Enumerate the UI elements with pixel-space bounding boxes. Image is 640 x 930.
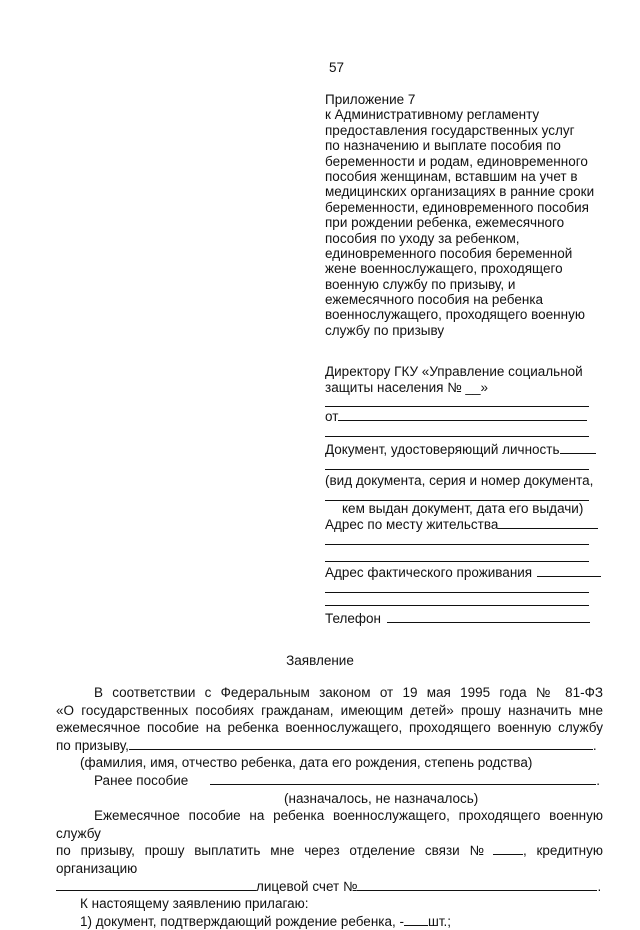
actual-address-field <box>325 564 601 580</box>
child-info-label: по призыву, <box>56 737 129 753</box>
phone-label: Телефон <box>325 611 382 626</box>
phone-input-line[interactable] <box>387 610 590 623</box>
appendix-line: жене военнослужащего, проходящего <box>325 261 563 277</box>
appendix-line: единовременного пособия беременной <box>325 245 573 261</box>
residence-input-line[interactable] <box>498 516 598 529</box>
addressee-block <box>325 364 589 396</box>
appendix-line: беременности, единовременного пособия <box>325 199 589 215</box>
appendix-line: военнослужащего, проходящего военную <box>325 307 585 323</box>
post-office-input-line[interactable] <box>493 842 523 855</box>
attachment-item-unit: шт.; <box>427 913 452 929</box>
application-body <box>56 684 603 930</box>
appendix-line: к Административному регламенту <box>325 107 540 123</box>
residence-field <box>325 516 598 532</box>
paragraph-line: ежемесячное пособие на ребенка военнослужащего, проходящего военную службу <box>56 720 603 736</box>
account-line: лицевой счет № . <box>56 878 603 896</box>
blank-line[interactable] <box>325 436 589 437</box>
appendix-line: военную службу по призыву, и <box>325 276 516 292</box>
id-document-hint-2: кем выдан документ, дата его выдачи) <box>342 501 584 516</box>
paragraph-line: «О государственных пособиях гражданам, имеющим детей» прошу назначить мне <box>56 702 603 718</box>
id-document-field <box>325 441 596 457</box>
child-info-input-line[interactable] <box>129 737 593 750</box>
blank-line[interactable] <box>325 561 589 562</box>
previous-benefit-input-line[interactable] <box>210 772 596 785</box>
appendix-header <box>325 92 625 338</box>
attachment-count-input-line[interactable] <box>404 913 428 926</box>
page-number: 57 <box>329 60 345 75</box>
previous-benefit-label: Ранее пособие <box>94 772 189 788</box>
from-field <box>325 408 587 424</box>
appendix-line: службу по призыву <box>325 322 445 338</box>
blank-line[interactable] <box>325 592 589 593</box>
appendix-line: Приложение 7 <box>325 92 416 107</box>
attachment-item-label: 1) документ, подтверждающий рождение ребенка, - <box>80 913 404 929</box>
payment-line <box>56 842 603 877</box>
appendix-line: при рождении ребенка, ежемесячного <box>325 215 565 231</box>
attachments-heading: К настоящему заявлению прилагаю: <box>80 896 309 912</box>
appendix-line: пособия женщинам, вставшим на учет в <box>325 168 578 184</box>
blank-line[interactable] <box>325 469 589 470</box>
blank-line[interactable] <box>325 544 589 545</box>
paragraph-line: В соответствии с Федеральным законом от 19 мая 1995 года № 81-ФЗ <box>94 685 603 700</box>
appendix-line: по назначению и выплате пособия по <box>325 138 561 154</box>
appendix-line: ежемесячного пособия на ребенка <box>325 292 544 308</box>
account-input-line[interactable] <box>357 878 597 891</box>
child-info-hint: (фамилия, имя, отчество ребенка, дата его рождения, степень родства) <box>80 755 533 771</box>
from-input-line[interactable] <box>338 408 587 421</box>
addressee-line-1: Директору ГКУ «Управление социальной <box>325 364 583 379</box>
appendix-line: медицинских организациях в ранние сроки <box>325 184 595 200</box>
document-title: Заявление <box>286 653 354 668</box>
previous-benefit-hint: (назначалось, не назначалось) <box>284 790 479 806</box>
blank-line[interactable] <box>325 406 589 407</box>
addressee-line-2: защиты населения № __» <box>325 380 488 395</box>
phone-field <box>325 610 590 626</box>
previous-benefit-field: Ранее пособие . <box>94 772 601 788</box>
actual-address-label: Адрес фактического проживания <box>325 565 533 580</box>
account-label: лицевой счет № <box>256 878 358 894</box>
blank-line[interactable] <box>325 605 589 606</box>
paragraph-line: Ежемесячное пособие на ребенка военнослужащего, проходящего военную службу <box>56 808 603 841</box>
actual-address-input-line[interactable] <box>537 564 601 577</box>
appendix-line: пособия по уходу за ребенком, <box>325 230 520 246</box>
child-info-field: по призыву, . <box>56 737 597 753</box>
from-label: от <box>325 409 339 424</box>
id-document-label: Документ, удостоверяющий личность <box>325 442 560 457</box>
id-document-input-line[interactable] <box>560 441 596 454</box>
attachment-item <box>56 913 603 930</box>
appendix-line: предоставления государственных услуг <box>325 122 575 138</box>
credit-org-label: , кредитную организацию <box>56 843 604 876</box>
appendix-line: беременности и родам, единовременного <box>325 153 588 169</box>
residence-label: Адрес по месту жительства <box>325 517 499 532</box>
credit-org-input-line[interactable] <box>56 878 256 891</box>
id-document-hint-1: (вид документа, серия и номер документа, <box>325 473 594 488</box>
post-office-label: по призыву, прошу выплатить мне через отделение связи № <box>56 843 490 859</box>
